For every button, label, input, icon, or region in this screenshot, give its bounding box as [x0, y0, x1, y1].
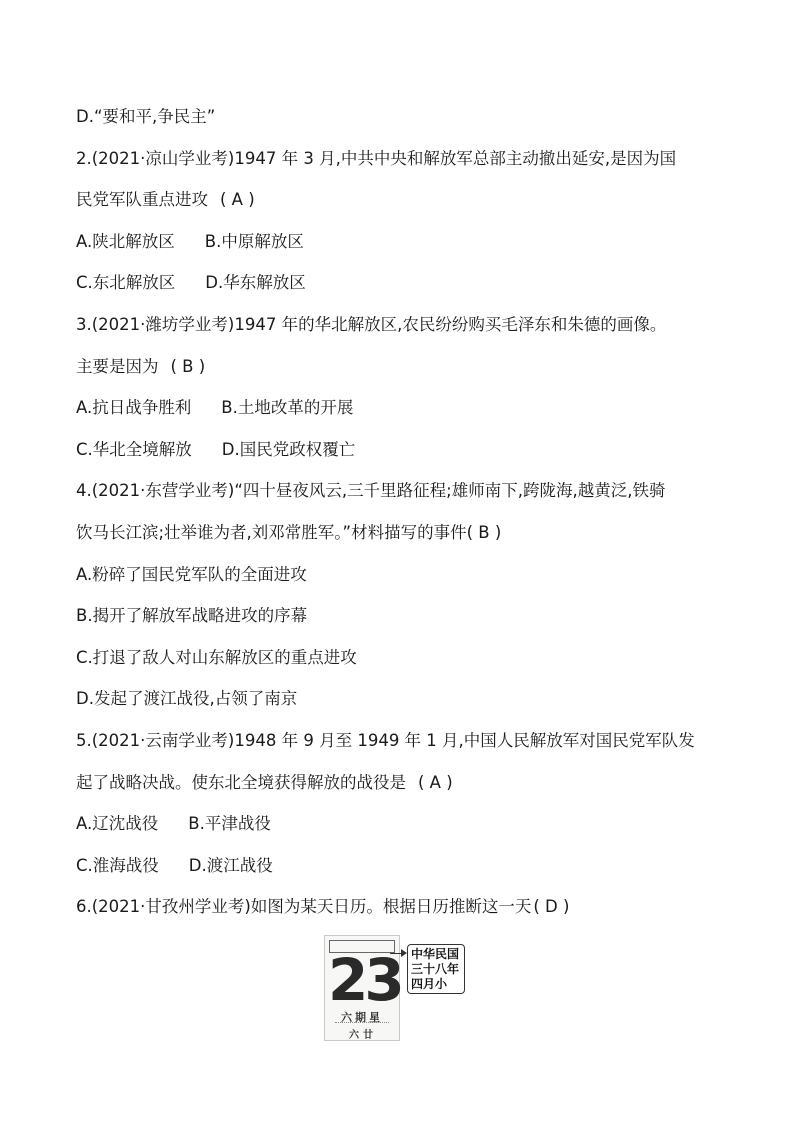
- calendar-lunar-day: 六廿: [349, 1030, 377, 1041]
- q2-options-row1: [76, 231, 334, 253]
- q3-stem-line1: 3.(2021·潍坊学业考)1947 年的华北解放区,农民纷纷购买毛泽东和朱德的画像。: [76, 315, 667, 334]
- q4-stem-line1: 4.(2021·东营学业考)“四十昼夜风云,三千里路征程;雄师南下,跨陇海,越黄泛,铁骑: [76, 481, 666, 500]
- q5-options-row1: [76, 813, 301, 835]
- q3-options-row2: [76, 439, 385, 461]
- q3-option-d: D.国民党政权覆亡: [221, 440, 356, 459]
- q1-option-d: D.“要和平,争民主”: [76, 107, 216, 126]
- calendar-figure: [324, 935, 469, 1043]
- q6-answer: ( D ): [533, 897, 570, 916]
- q5-option-a: A.辽沈战役: [76, 814, 159, 833]
- q5-answer: ( A ): [418, 773, 453, 792]
- q2-answer: ( A ): [220, 190, 255, 209]
- q5-option-d: D.渡江战役: [188, 856, 273, 875]
- q2-option-d: D.华东解放区: [205, 273, 306, 292]
- q4-option-d: D.发起了渡江战役,占领了南京: [76, 689, 298, 708]
- q3-option-c: C.华北全境解放: [76, 440, 192, 459]
- q5-options-row2: [76, 855, 303, 877]
- q2-option-a: A.陕北解放区: [76, 232, 175, 251]
- q5-stem-text: 起了战略决战。使东北全境获得解放的战役是: [76, 773, 406, 792]
- q4-option-b: B.揭开了解放军战略进攻的序幕: [76, 606, 308, 625]
- q3-stem-text: 主要是因为: [76, 357, 159, 376]
- q2-stem-text: 民党军队重点进攻: [76, 190, 208, 209]
- q5-stem-line1: 5.(2021·云南学业考)1948 年 9 月至 1949 年 1 月,中国人民解放军对国民党军队发: [76, 731, 695, 750]
- q4-stem-text: 饮马长江滨;壮举谁为者,刘邓常胜军。”材料描写的事件: [76, 523, 467, 542]
- q5-stem-line2: [76, 772, 453, 794]
- q6-stem-text: 6.(2021·甘孜州学业考)如图为某天日历。根据日历推断这一天: [76, 897, 532, 916]
- callout-line3: 四月小: [411, 977, 448, 991]
- q5-option-b: B.平津战役: [188, 814, 271, 833]
- q2-stem-line1: 2.(2021·凉山学业考)1947 年 3 月,中共中央和解放军总部主动撤出延安,是因为国: [76, 149, 677, 168]
- q3-option-a: A.抗日战争胜利: [76, 398, 192, 417]
- calendar-page-image: [324, 935, 400, 1041]
- q3-option-b: B.土地改革的开展: [221, 398, 354, 417]
- q3-options-row1: [76, 397, 383, 419]
- callout-line2: 三十八年: [411, 962, 460, 976]
- q2-option-c: C.东北解放区: [76, 273, 176, 292]
- q4-option-c: C.打退了敌人对山东解放区的重点进攻: [76, 648, 357, 667]
- callout-line1: 中华民国: [411, 947, 460, 961]
- q2-option-b: B.中原解放区: [204, 232, 304, 251]
- q6-stem-line1: [76, 896, 569, 918]
- q5-option-c: C.淮海战役: [76, 856, 159, 875]
- calendar-weekday: 六期星: [341, 1011, 383, 1024]
- q3-stem-line2: [76, 356, 205, 378]
- q4-option-a: A.粉碎了国民党军队的全面进攻: [76, 565, 307, 584]
- q2-stem-line2: [76, 189, 255, 211]
- q4-stem-line2: [76, 522, 501, 544]
- calendar-callout-box: [407, 944, 465, 994]
- q4-answer: ( B ): [466, 523, 502, 542]
- calendar-day-number: 23: [328, 946, 401, 1014]
- q3-answer: ( B ): [170, 357, 206, 376]
- q2-options-row2: [76, 272, 336, 294]
